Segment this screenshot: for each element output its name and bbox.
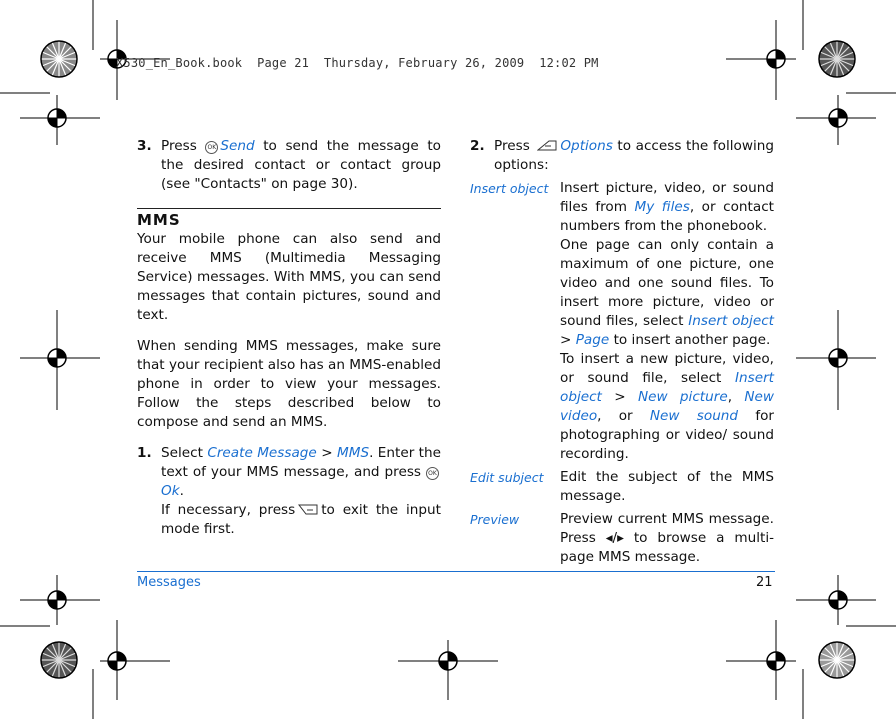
option-description: Edit the subject of the MMS message.	[560, 469, 774, 504]
step-number: 3.	[137, 138, 152, 154]
step-text: Press OK Send to send the message to the desired contact or contact group (see "Contacts" on page 30).	[161, 138, 441, 192]
step-number: 1.	[137, 445, 152, 461]
right-column	[470, 137, 774, 567]
ok-key-icon: OK	[205, 141, 218, 154]
step-1	[137, 444, 441, 539]
step-text: Press Options to access the following options:	[494, 138, 774, 173]
option-key: Insert object	[470, 181, 549, 196]
step-number: 2.	[470, 138, 485, 154]
section-title: MMS	[137, 211, 181, 229]
paragraph: When sending MMS messages, make sure that your recipient also has an MMS-enabled phone in order to view your messages. Follow the steps described below to compose and send an MMS.	[137, 338, 441, 430]
step-2	[470, 137, 774, 175]
section-rule	[137, 208, 441, 209]
footer-rule	[137, 571, 775, 572]
option-row-edit-subject	[470, 468, 774, 506]
paragraph: Your mobile phone can also send and receive MMS (Multimedia Messaging Service) messages. With MMS, you can send messages that contain pictures, sound and text.	[137, 231, 441, 323]
option-description: Insert picture, video, or sound files from My files, or contact numbers from the phonebook. One page can only contain a maximum of one picture, one video and one sound files. To insert more picture, video or sound files, select Insert object > Page to insert another page. To insert a new picture, video, or sound file, select Insert object > New picture, New video, or New sound for photographing or video/ sound recording.	[560, 180, 775, 462]
right-softkey-icon	[298, 504, 318, 515]
option-description: Preview current MMS message. Press ◂/▸ to browse a multi-page MMS message.	[560, 511, 774, 565]
footer-section-name: Messages	[137, 575, 201, 590]
ok-key-icon: OK	[426, 467, 439, 480]
option-row-insert-object	[470, 179, 774, 464]
print-header: X530_En_Book.book Page 21 Thursday, February 26, 2009 12:02 PM	[116, 56, 599, 70]
page-number: 21	[756, 575, 773, 590]
option-row-preview	[470, 510, 774, 567]
step-3	[137, 137, 441, 194]
left-column	[137, 137, 441, 539]
option-key: Edit subject	[470, 470, 544, 485]
left-softkey-icon	[537, 140, 557, 151]
option-key: Preview	[470, 512, 520, 527]
step-text: Select Create Message > MMS. Enter the text of your MMS message, and press OKOk. If necessary, press to exit the input mode first.	[161, 445, 441, 537]
